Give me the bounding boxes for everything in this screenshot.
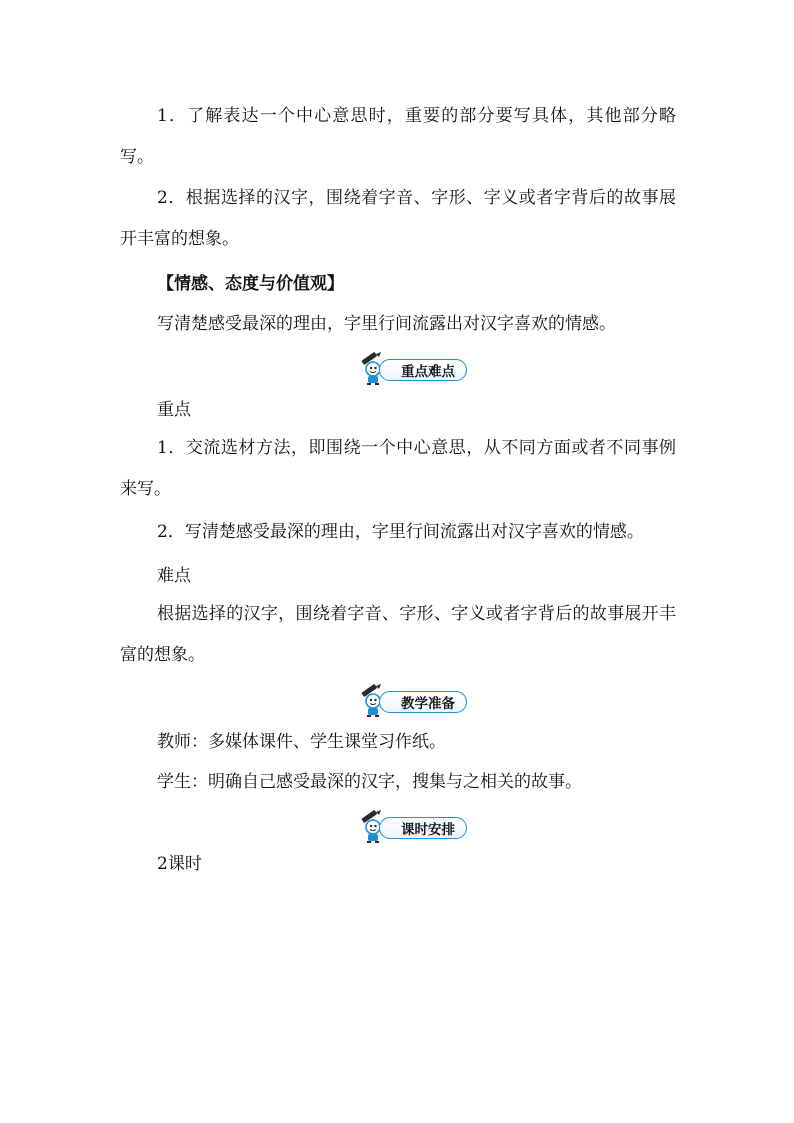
badge-label: 重点难点: [379, 359, 467, 381]
badge-label: 教学准备: [379, 691, 467, 713]
badge-key-points: [359, 352, 471, 386]
preparation-teacher: 教师：多媒体课件、学生课堂习作纸。: [157, 732, 446, 752]
key-label: 重点: [157, 400, 191, 420]
badge-preparation: [359, 684, 471, 718]
difficult-text: 根据选择的汉字，围绕着字音、字形、字义或者字背后的故事展开丰富的想象。: [120, 604, 676, 665]
difficult-label: 难点: [157, 566, 191, 586]
preparation-student: 学生：明确自己感受最深的汉字，搜集与之相关的故事。: [157, 772, 582, 792]
objective-skill-2: 2．根据选择的汉字，围绕着字音、字形、字义或者字背后的故事展开丰富的想象。: [120, 188, 676, 249]
values-heading: 【情感、态度与价值观】: [157, 274, 344, 294]
key-item-2: 2．写清楚感受最深的理由，字里行间流露出对汉字喜欢的情感。: [157, 522, 644, 542]
objective-skill-1: 1．了解表达一个中心意思时，重要的部分要写具体，其他部分略写。: [120, 106, 676, 167]
values-text: 写清楚感受最深的理由，字里行间流露出对汉字喜欢的情感。: [157, 314, 616, 334]
badge-label: 课时安排: [379, 817, 467, 839]
badge-schedule: [359, 810, 471, 844]
key-item-1: 1．交流选材方法，即围绕一个中心意思，从不同方面或者不同事例来写。: [120, 438, 676, 499]
schedule-text: 2课时: [157, 854, 202, 874]
